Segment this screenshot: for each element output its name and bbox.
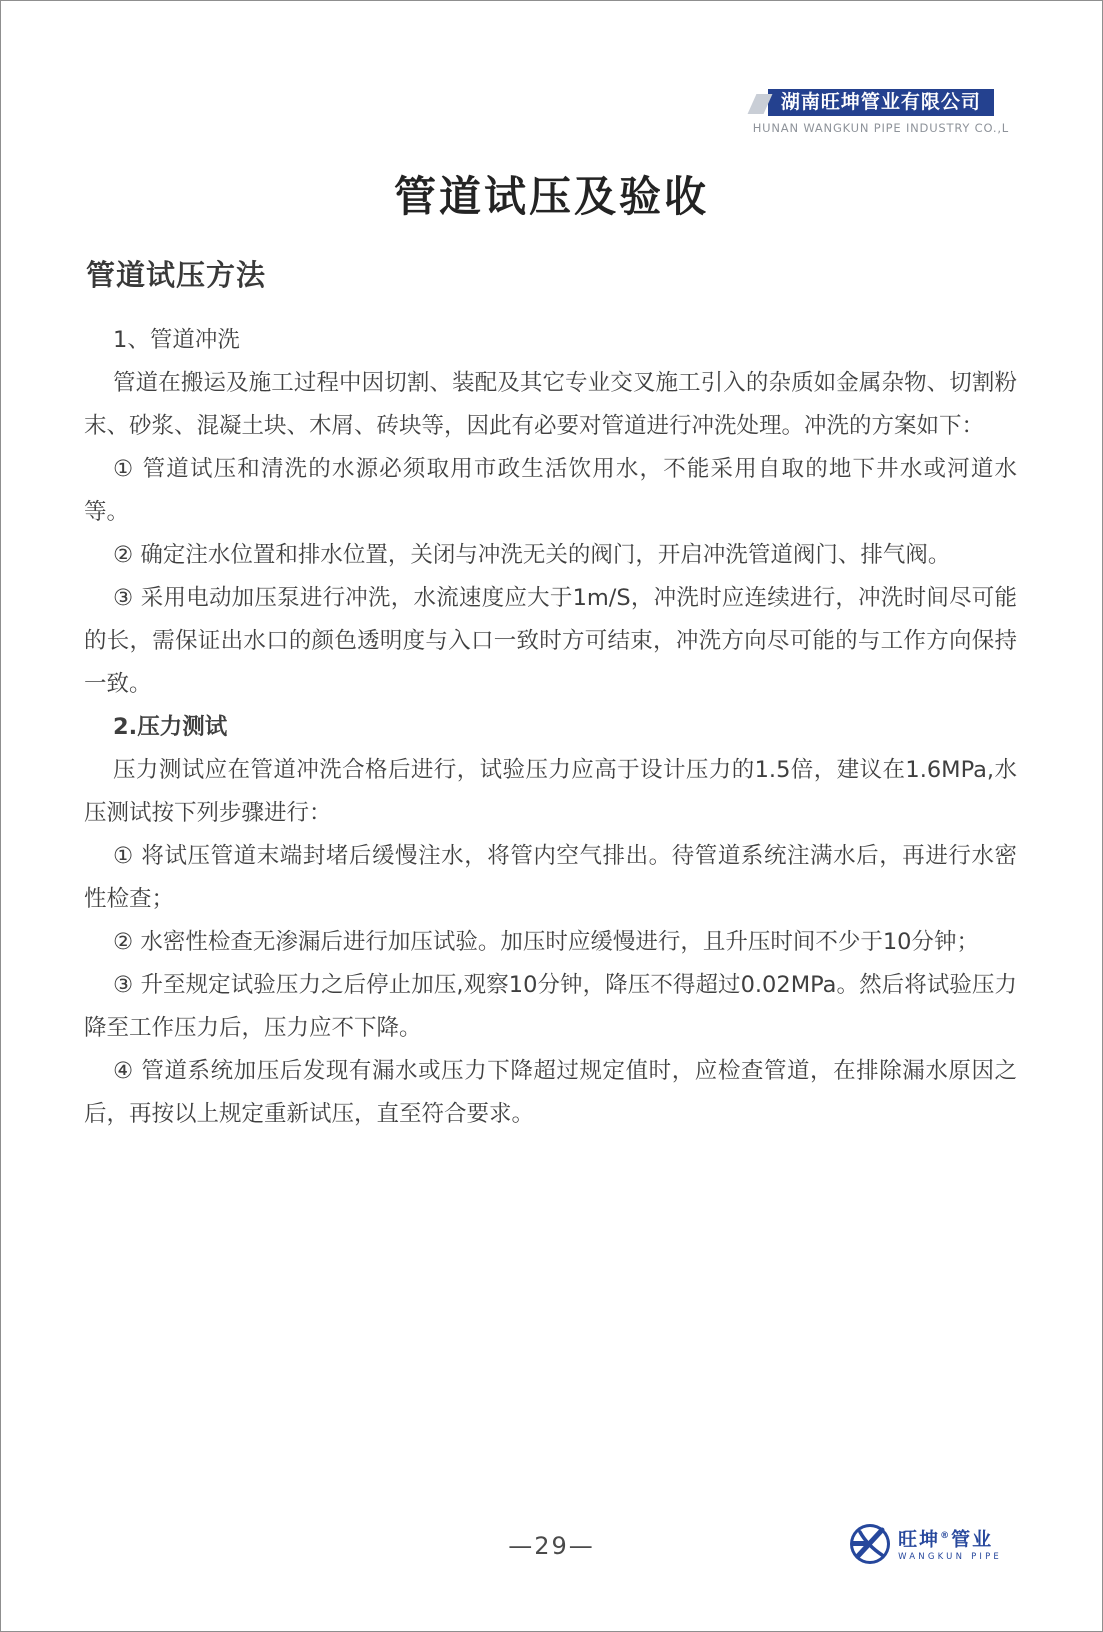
list-item-flush-2: ② 确定注水位置和排水位置，关闭与冲洗无关的阀门，开启冲洗管道阀门、排气阀。: [113, 542, 951, 568]
list-item-test-4: ④ 管道系统加压后发现有漏水或压力下降超过规定值时，应检查管道，在排除漏水原因之后，再按以上规定重新试压，直至符合要求。: [84, 1058, 1017, 1127]
paragraph-intro-flushing: 管道在搬运及施工过程中因切割、装配及其它专业交叉施工引入的杂质如金属杂物、切割粉末、砂浆、混凝土块、木屑、砖块等，因此有必要对管道进行冲洗处理。冲洗的方案如下：: [84, 370, 1017, 439]
page-number: —29—: [508, 1532, 595, 1560]
footer-company-logo: [849, 1523, 1002, 1565]
list-item-flush-3: ③ 采用电动加压泵进行冲洗，水流速度应大于1m/S，冲洗时应连续进行，冲洗时间尽可能的长，需保证出水口的颜色透明度与入口一致时方可结束，冲洗方向尽可能的与工作方向保持一致。: [84, 585, 1017, 697]
subsection-2-heading: 2.压力测试: [113, 714, 228, 740]
company-logo-en: WANGKUN PIPE: [898, 1551, 1002, 1562]
banner-accent-shape: [747, 94, 772, 114]
body-text: [84, 319, 1017, 1136]
list-item-flush-1: ① 管道试压和清洗的水源必须取用市政生活饮用水，不能采用自取的地下井水或河道水等。: [84, 456, 1017, 525]
list-item-test-3: ③ 升至规定试验压力之后停止加压,观察10分钟，降压不得超过0.02MPa。然后将试验压力降至工作压力后，压力应不下降。: [84, 972, 1017, 1041]
company-name-en: HUNAN WANGKUN PIPE INDUSTRY CO.,L: [752, 121, 1009, 135]
header-company-mark: [753, 89, 1009, 135]
list-item-test-2: ② 水密性检查无渗漏后进行加压试验。加压时应缓慢进行，且升压时间不少于10分钟；: [113, 929, 979, 955]
company-logo-cn: [898, 1526, 1002, 1549]
company-name-banner: [768, 89, 994, 116]
page-title: 管道试压及验收: [393, 172, 709, 221]
paragraph-intro-pressure-test: 压力测试应在管道冲洗合格后进行，试验压力应高于设计压力的1.5倍，建议在1.6MPa,水压测试按下列步骤进行：: [84, 757, 1017, 826]
company-name-cn: 湖南旺坤管业有限公司: [780, 91, 981, 113]
logo-cn-left: 旺坤: [898, 1528, 941, 1551]
logo-cn-right: 管业: [951, 1528, 994, 1551]
section-heading: 管道试压方法: [86, 258, 267, 292]
company-logo-text: [898, 1526, 1002, 1561]
company-logo-icon: [849, 1523, 891, 1565]
list-item-test-1: ① 将试压管道末端封堵后缓慢注水，将管内空气排出。待管道系统注满水后，再进行水密性检查；: [84, 843, 1017, 912]
registered-mark: ®: [940, 1531, 952, 1542]
subsection-1-heading: 1、管道冲洗: [113, 327, 240, 353]
